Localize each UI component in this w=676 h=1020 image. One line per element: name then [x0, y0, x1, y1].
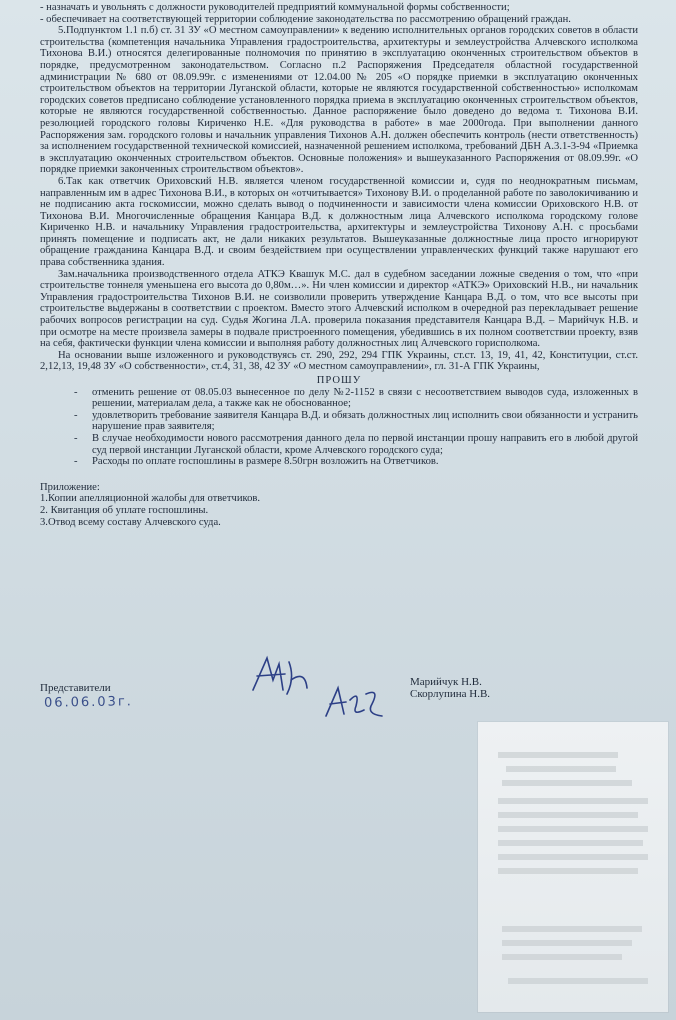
representative-name: Скорлупина Н.В. — [410, 688, 491, 700]
representative-name: Марийчук Н.В. — [410, 676, 482, 688]
representatives-label: Представители — [40, 682, 111, 694]
attachments-title: Приложение: — [40, 481, 100, 493]
document-body — [40, 2, 638, 528]
attachment-item: 2. Квитанция об уплате госпошлины. — [40, 504, 209, 516]
handwritten-date: 06.06.03г. — [43, 694, 133, 711]
paragraph-5: 5.Подпунктом 1.1 п.б) ст. 31 ЗУ «О местном самоуправлении» к ведению исполнительных органов городских советов в области строительства (компетенция начальника Управления градостроительства, архитектуры и землеустройства Алчевского исполкома Тихонова В.И.) относятся делегированные полномочия по принятию в эксплуатацию оконченных строительством объектов в порядке, предусмотренном законодательством. Согласно п.2 Распоряжения Председателя областной государственной администрации № 680 от 08.09.99г. с изменениями от 12.04.00 № 205 «О порядке приемки в эксплуатацию оконченных строительством объектов на территории Луганской области, которые не являются государственной собственностью» исполкомам городских советов предписано соблюдение установленного порядка приема в эксплуатацию оконченных строительством объектов, которые не являются государственной собственностью. Данное распоряжение было доведено до ведома т. Тихонова В.И. резолюцией городского головы Кириченко Н.Е. «Для руководства в работе» в мае 2000года. При выполнении данного Распоряжения зам. городского головы и начальник управления Тихонов А.Н. должен обеспечить контроль (нести ответственность) за исполнением государственной технической комиссией, назначенной решением исполкома, требований ДБН А.3.1-3-94 «Приемка в эксплуатацию оконченных строительством объектов. Основные положения» и вышеуказанного Распоряжения от 08.09.99г. «О порядке приемки законченных строительством объектов». — [40, 25, 638, 176]
attachment-item: 3.Отвод всему составу Алчевского суда. — [40, 516, 221, 528]
paragraph-6: 6.Так как ответчик Ориховский Н.В. является членом государственной комиссии и, судя по неоднократным письмам, направленным им в адрес Тихонова В.И., в которых он «отчитывается» Тихонову В.И. о проделанной работе по заволокичиванию и не подписанию акта госкомиссии, можно сделать вывод о подчиненности и зависимости члена комиссии Ориховского Н.В. от Тихонова В.И. Многочисленные обращения Канцара В.Д. к должностным лица Алчевского исполкома городскому голове Кириченко Н.В. и начальнику Управления градостроительства, архитектуры и землеустройства Тихонову А.Н. с просьбами принять помещение и подписать акт, не дали никаких результатов. Вышеуказанные должностные лица просто игнорируют обращение гражданина Канцара В.Д. и своим бездействием при осуществлении управленческих функций также нарушают его права собственника здания. — [40, 175, 638, 269]
receipt-stamp — [478, 722, 668, 1012]
request-list — [40, 387, 638, 468]
paragraph-basis: На основании выше изложенного и руководствуясь ст. 290, 292, 294 ГПК Украины, ст.ст. 13, 19, 41, 42, Конституции, ст.ст. 2,12,13, 19,48 ЗУ «О собственности», ст.4, 31, 38, 42 ЗУ «О местном самоуправлении», гл. 31-А ГПК Украины, — [40, 349, 638, 373]
request-item: - отменить решение от 08.05.03 вынесенное по делу №2-1152 в связи с несоответствием выводов суда, изложенных в решении, материалам дела, а также как не обоснованное; — [86, 387, 638, 410]
bullet-line: - обеспечивает на соответствующей территории соблюдение законодательства по рассмотрению обращений граждан. — [40, 13, 571, 25]
request-item: - В случае необходимости нового рассмотрения данного дела по первой инстанции прошу направить его в любой другой суд первой инстанции Луганской области, кроме Алчевского городского суда; — [86, 433, 638, 456]
signature-1 — [245, 650, 315, 700]
request-item: - удовлетворить требование заявителя Канцара В.Д. и обязать должностных лиц исполнить свои обязанности и устранить нарушение прав заявителя; — [86, 410, 638, 433]
request-item: - Расходы по оплате госпошлины в размере 8.50грн возложить на Ответчиков. — [86, 456, 638, 468]
attachment-item: 1.Копии апелляционной жалобы для ответчиков. — [40, 493, 261, 505]
representative-names — [410, 676, 490, 700]
paragraph-7: Зам.начальника производственного отдела АТКЭ Квашук М.С. дал в судебном заседании ложные сведения о том, что «при строительстве тоннеля уменьшена его высота до 0,80м…». Ни член комиссии и директор «АТКЭ» Ориховский Н.В., ни начальник Управления градостроительства Тихонов В.И. не соизволили проверить утверждение Канцара В.Д. о том, что все высоты при строительстве выдержаны в соответствии с проектом. Вместо этого Алчевский исполком в очередной раз перекладывает решение рабочих вопросов регистрации на суд. Судья Жогина Л.А. проверила показания представителя Канцара В.Д. – Марийчук Н.В. и при осмотре на месте произвела замеры в подвале пристроенного помещения, убедившись в их полном соответствии проекту, взяв на себя, фактически функции члена комиссии и выполняя работу должностных лиц Алчевского горисполкома. — [40, 268, 638, 350]
bullet-line: - назначать и увольнять с должности руководителей предприятий коммунальной формы собственности; — [40, 2, 510, 13]
request-title: ПРОШУ — [316, 375, 362, 386]
signature-2 — [320, 680, 390, 724]
attachments-list — [40, 493, 638, 528]
